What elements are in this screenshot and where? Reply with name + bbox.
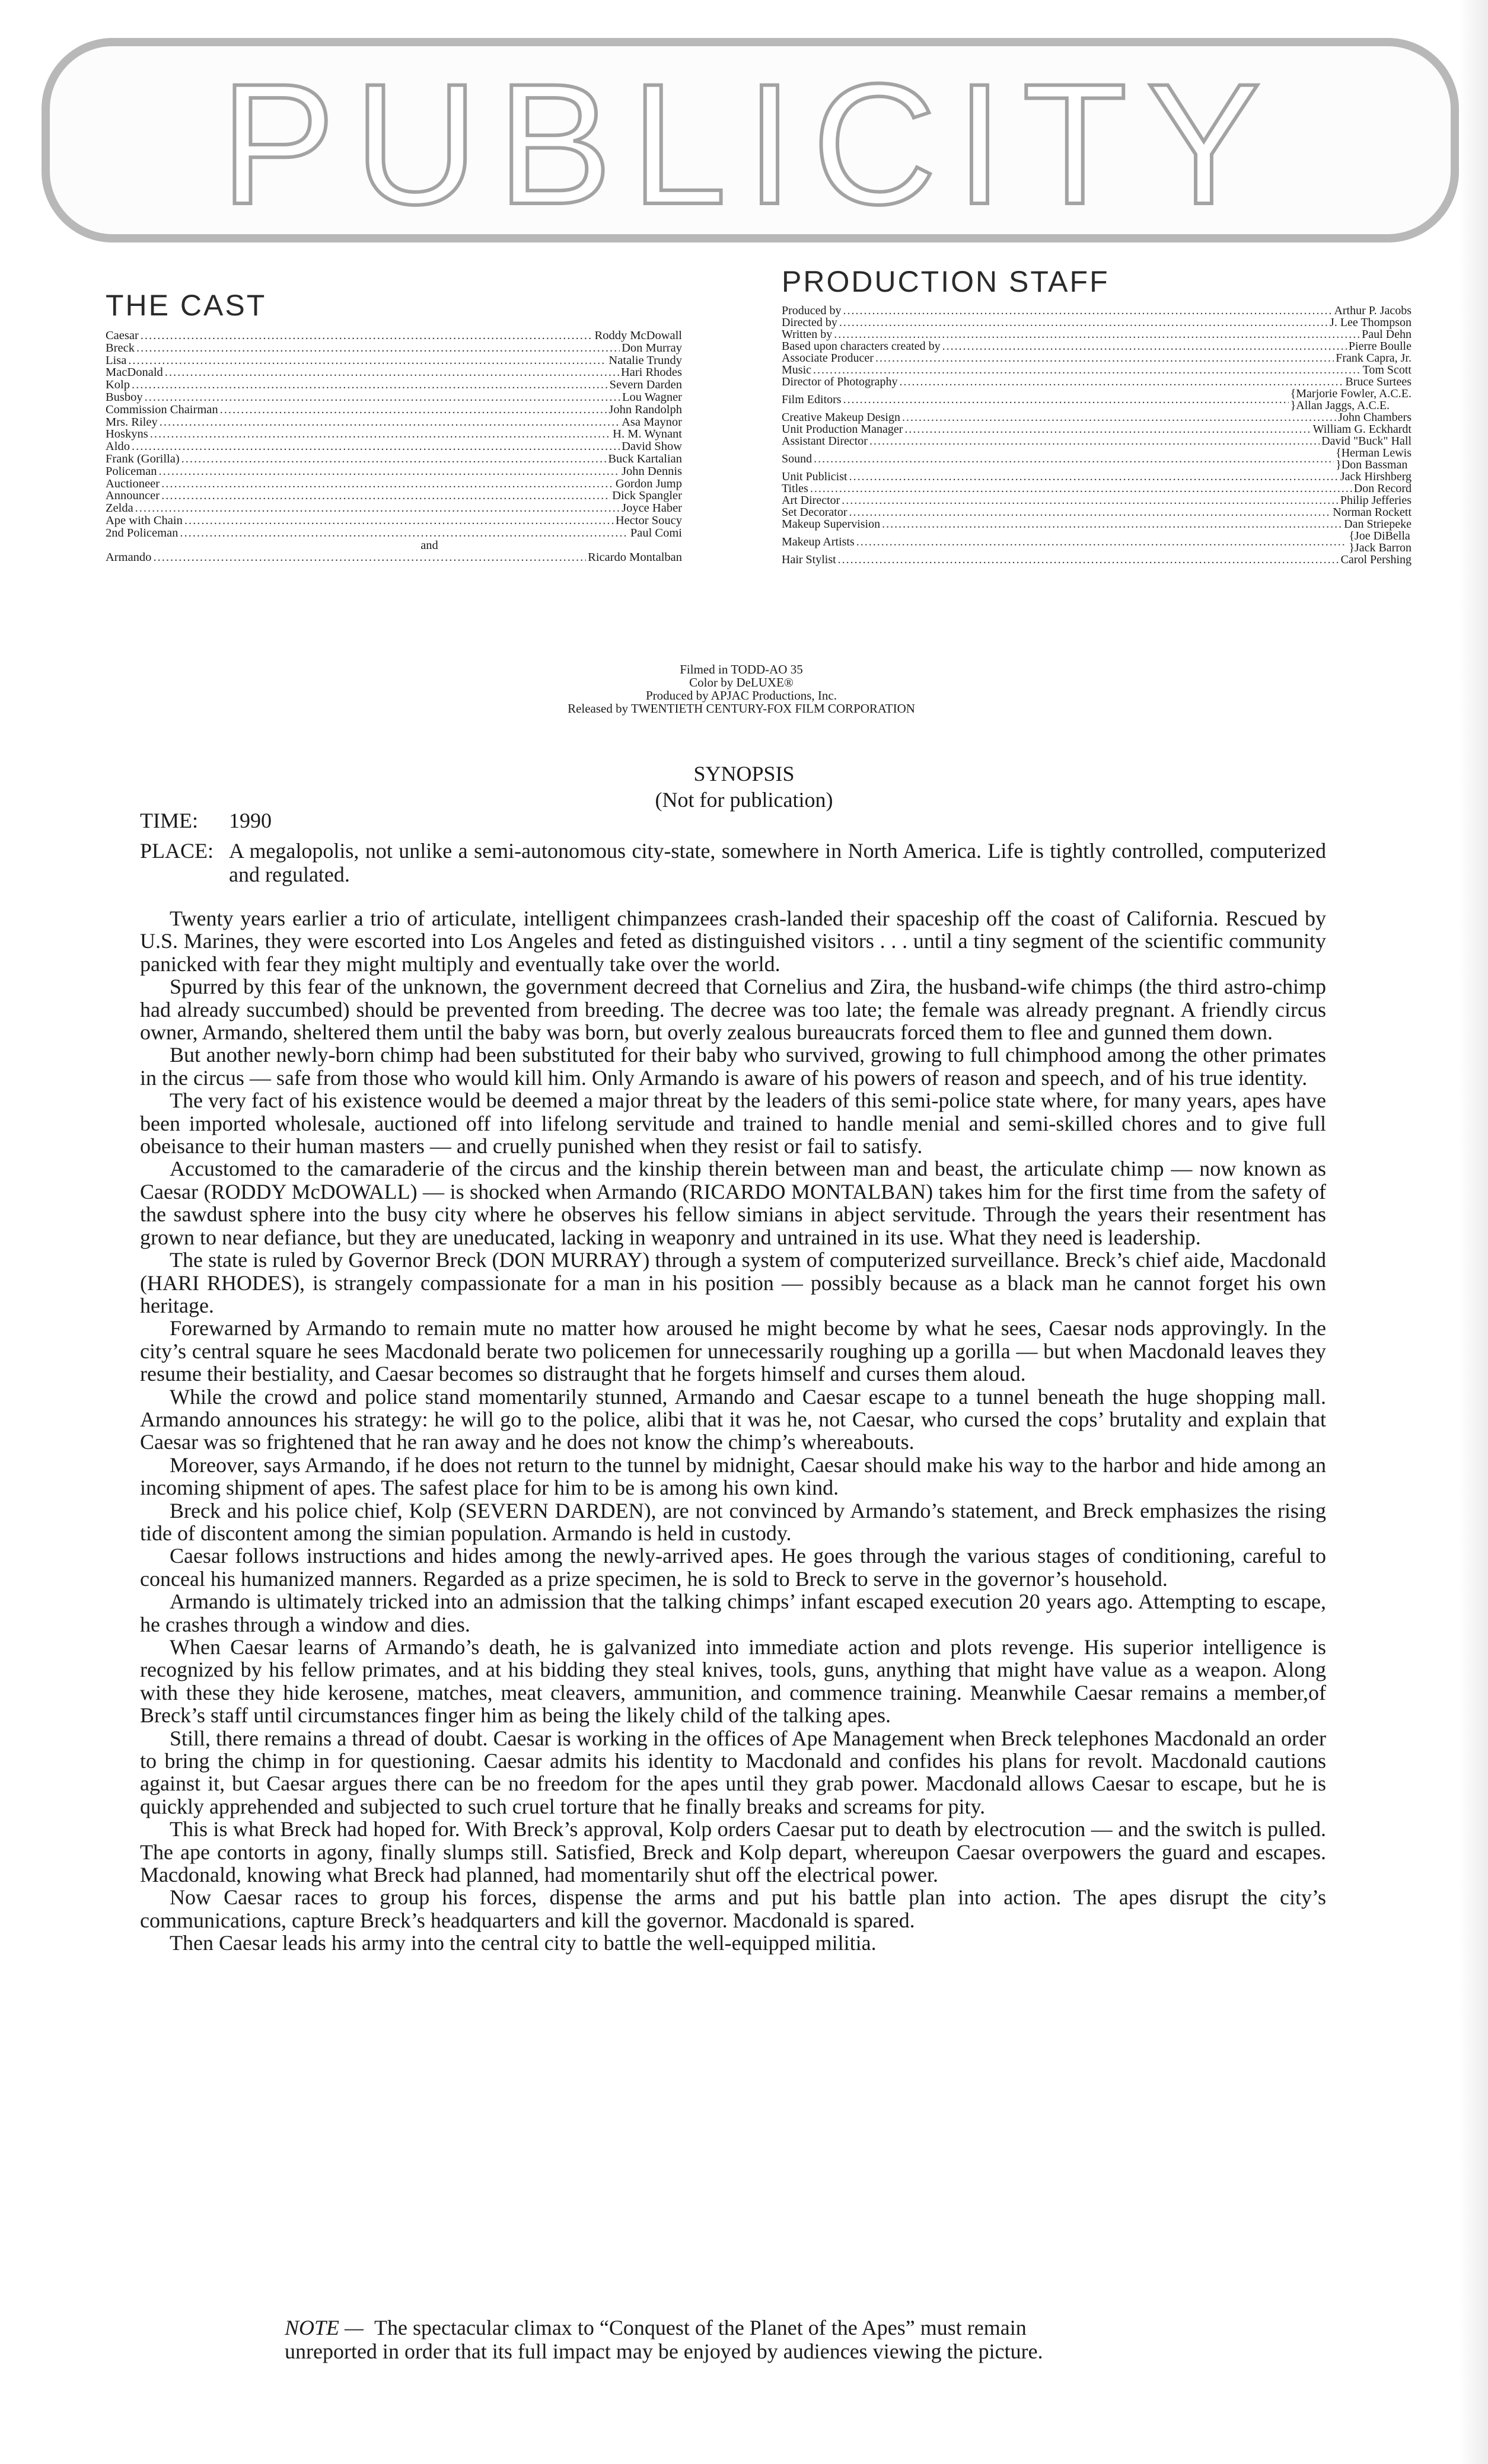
cast-role: Hoskyns [106, 427, 148, 441]
leader-dots [839, 317, 1328, 328]
staff-role: Titles [782, 482, 808, 495]
cast-role: MacDonald [106, 366, 163, 379]
staff-row [782, 554, 1411, 566]
staff-name: David "Buck" Hall [1321, 435, 1411, 448]
cast-actor: Hari Rhodes [620, 366, 682, 379]
leader-dots [843, 305, 1333, 317]
staff-row [782, 388, 1411, 411]
staff-role: Hair Stylist [782, 553, 836, 566]
cast-row [106, 379, 682, 391]
staff-row [782, 328, 1411, 340]
synopsis-paragraph: Still, there remains a thread of doubt. Caesar is working in the offices of Ape Management when Breck telephones Macdonald an order to bring the chimp in for questioning. Caesar admits his identity to Macdonald and confides his plans for revolt. Macdonald cautions against it, but Caesar argues there can be no freedom for the apes until they grab power. Macdonald allows Caesar to escape, but he is quickly apprehended and subjected to such cruel torture that he finally breaks and screams for pity. [140, 1726, 1326, 1818]
synopsis-paragraph: When Caesar learns of Armando’s death, he is galvanized into immediate action and plots revenge. His superior intelligence is recognized by his fellow primates, and at his bidding they steal knives, tools, guns, anything that might have value as a weapon. Along with these they hide kerosene, matches, meat cleavers, ammunition, and commence training. Meanwhile Caesar remains a member,of Breck’s staff until circumstances finger him as being the likely child of the talking apes. [140, 1635, 1326, 1728]
staff-name-line: }Jack Barron [1349, 541, 1411, 554]
cast-role: Mrs. Riley [106, 415, 158, 429]
released-by-line: Released by TWENTIETH CENTURY-FOX FILM CORPORATION [568, 701, 915, 716]
staff-row [782, 447, 1411, 471]
cast-row [106, 366, 682, 379]
leader-dots [136, 342, 620, 355]
staff-role: Set Decorator [782, 506, 847, 519]
cast-role: Caesar [106, 329, 139, 342]
leader-dots [181, 453, 607, 465]
cast-role: Armando [106, 551, 152, 564]
staff-name: Allan Jaggs, A.C.E. [1296, 399, 1390, 412]
staff-row [782, 471, 1411, 483]
leader-dots [904, 423, 1311, 435]
cast-list [106, 330, 682, 564]
cast-actor: Lou Wagner [622, 390, 682, 404]
staff-role: Associate Producer [782, 352, 874, 365]
synopsis-title: SYNOPSIS [693, 762, 795, 786]
staff-row [782, 352, 1411, 364]
leader-dots [159, 465, 620, 478]
filmed-in-line: Filmed in TODD-AO 35 [680, 662, 803, 676]
staff-names [1291, 388, 1411, 411]
staff-row [782, 305, 1411, 317]
staff-name: Frank Capra, Jr. [1336, 352, 1411, 365]
cast-role: Breck [106, 341, 135, 355]
staff-row [782, 340, 1411, 352]
cast-row [106, 502, 682, 515]
cast-actor: Buck Kartalian [608, 452, 682, 465]
leader-dots [165, 366, 619, 379]
cast-actor: David Show [622, 440, 682, 454]
cast-row [106, 490, 682, 502]
cast-role: Auctioneer [106, 477, 160, 490]
staff-name: Jack Hirshberg [1340, 470, 1411, 483]
place-label: PLACE: [140, 839, 214, 863]
staff-name: William G. Eckhardt [1312, 423, 1411, 436]
note-line-2: unreported in order that its full impact may be enjoyed by audiences viewing the picture. [285, 2339, 1043, 2363]
staff-name: Philip Jefferies [1340, 494, 1411, 507]
page-edge-shadow [1459, 0, 1488, 2464]
staff-role: Makeup Artists [782, 535, 855, 548]
cast-role: Commission Chairman [106, 403, 218, 416]
staff-role: Makeup Supervision [782, 518, 881, 531]
note-line-1: The spectacular climax to “Conquest of the Planet of the Apes” must remain [374, 2316, 1027, 2339]
leader-dots [902, 411, 1336, 423]
leader-dots [843, 394, 1289, 406]
staff-name: Pierre Boulle [1348, 340, 1411, 353]
cast-role: 2nd Policeman [106, 526, 179, 540]
cast-actor: Don Murray [622, 341, 682, 355]
cast-role: Zelda [106, 502, 133, 515]
cast-row [106, 391, 682, 404]
cast-role: Aldo [106, 440, 130, 454]
cast-row [106, 416, 682, 429]
leader-dots [135, 502, 620, 515]
staff-name-line: }Don Bassman [1336, 458, 1408, 471]
synopsis-paragraph: Spurred by this fear of the unknown, the government decreed that Cornelius and Zira, the husband-wife chimps (the third astro-chimp had already succumbed) should be prevented from breeding. The decree was too late; the female was already pregnant. A friendly circus owner, Armando, sheltered them until the baby was born, but overly zealous bureaucrats forced them to flee and gunned them down. [140, 975, 1326, 1045]
staff-row [782, 435, 1411, 447]
closing-note [285, 2316, 1186, 2363]
synopsis-paragraph: Moreover, says Armando, if he does not return to the tunnel by midnight, Caesar should make his way to the harbor and hide among an incoming shipment of apes. The safest place for him to be is among his own kind. [140, 1453, 1326, 1500]
synopsis-paragraph: The state is ruled by Governor Breck (DON MURRAY) through a system of computerized surveillance. Breck’s chief aide, Macdonald (HARI RHODES), is strangely compassionate for a man in his position — possibly because as a black man he cannot forget his own heritage. [140, 1248, 1326, 1317]
staff-name: Joe DiBella [1354, 529, 1410, 542]
leader-dots [813, 364, 1361, 376]
staff-name: Don Record [1353, 482, 1411, 495]
staff-row [782, 411, 1411, 423]
staff-name: J. Lee Thompson [1330, 316, 1411, 329]
cast-row [106, 527, 682, 540]
synopsis-paragraph: Breck and his police chief, Kolp (SEVERN DARDEN), are not convinced by Armando’s statement, and Breck emphasizes the rising tide of discontent among the simian population. Armando is held in custody. [140, 1498, 1326, 1545]
leader-dots [875, 352, 1334, 364]
production-staff-heading: PRODUCTION STAFF [782, 265, 1110, 298]
leader-dots [849, 506, 1331, 518]
synopsis-paragraph: The very fact of his existence would be deemed a major threat by the leaders of this semi-police state where, for many years, apes have been imported wholesale, auctioned off into lifelong servitude and trained to handle menial and semi-skilled chores and to give full obeisance to their human masters — and cruelly punished when they resist or fail to satisfy. [140, 1089, 1326, 1158]
cast-role: Lisa [106, 353, 127, 367]
synopsis-subtitle: (Not for publication) [655, 788, 833, 812]
staff-role: Based upon characters created by [782, 340, 941, 353]
staff-name: Bruce Surtees [1345, 375, 1411, 388]
synopsis-paragraph: Forewarned by Armando to remain mute no matter how aroused he might become by what he sees, Caesar nods approvingly. In the city’s central square he sees Macdonald berate two policemen for unnecessarily roughing up a gorilla — but when Macdonald leaves they resume their bestiality, and Caesar becomes so distraught that he forgets himself and curses them aloud. [140, 1316, 1326, 1386]
staff-role: Produced by [782, 304, 842, 317]
leader-dots [150, 428, 611, 441]
produced-by-line: Produced by APJAC Productions, Inc. [646, 688, 837, 703]
leader-dots [145, 391, 620, 404]
staff-role: Unit Publicist [782, 470, 847, 483]
staff-name: Marjorie Fowler, A.C.E. [1296, 387, 1411, 400]
cast-actor: John Dennis [622, 464, 682, 478]
leader-dots [882, 518, 1342, 530]
synopsis-paragraph: But another newly-born chimp had been substituted for their baby who survived, growing to full chimphood among the other primates in the circus — safe from those who would kill him. Only Armando is aware of his powers of reason and speech, and of his true identity. [140, 1043, 1326, 1090]
leader-dots [128, 355, 607, 367]
cast-row [106, 515, 682, 527]
time-value: 1990 [229, 809, 272, 832]
cast-actor: Roddy McDowall [594, 329, 682, 342]
cast-actor: Natalie Trundy [608, 353, 682, 367]
staff-role: Sound [782, 452, 812, 465]
leader-dots [132, 441, 620, 453]
synopsis-paragraph: Twenty years earlier a trio of articulate, intelligent chimpanzees crash-landed their spaceship off the coast of California. Rescued by U.S. Marines, they were escorted into Los Angeles and feted as distinguished visitors . . . until a tiny segment of the scientific community panicked with fear they might multiply and eventually take over the world. [140, 907, 1326, 976]
place-value: A megalopolis, not unlike a semi-autonomous city-state, somewhere in North America. Life is tightly controlled, computerized and regulated. [229, 839, 1326, 886]
staff-name: Herman Lewis [1341, 446, 1411, 459]
synopsis-paragraph: Then Caesar leads his army into the central city to battle the well-equipped militia. [170, 1931, 877, 1955]
cast-actor: Asa Maynor [622, 415, 682, 429]
staff-role: Art Director [782, 494, 840, 507]
staff-name: Don Bassman [1341, 458, 1408, 471]
leader-dots [842, 494, 1339, 506]
cast-row [106, 441, 682, 453]
filming-credits [415, 663, 1068, 715]
staff-row [782, 423, 1411, 435]
leader-dots [160, 416, 620, 429]
leader-dots [834, 328, 1360, 340]
staff-name: Paul Dehn [1362, 328, 1411, 341]
cast-row [106, 465, 682, 478]
cast-role: Busboy [106, 390, 143, 404]
leader-dots [132, 379, 608, 391]
cast-row [106, 355, 682, 367]
synopsis-paragraph: Now Caesar races to group his forces, dispense the arms and put his battle plan into action. The apes disrupt the city’s communications, capture Breck’s headquarters and kill the governor. Macdonald is spared. [140, 1885, 1326, 1932]
leader-dots [942, 340, 1347, 352]
staff-name-line: {Marjorie Fowler, A.C.E. [1290, 387, 1411, 400]
leader-dots [814, 453, 1334, 465]
staff-row [782, 494, 1411, 506]
cast-actor: Dick Spangler [612, 489, 682, 503]
staff-role: Written by [782, 328, 833, 341]
synopsis-paragraph: While the crowd and police stand momentarily stunned, Armando and Caesar escape to a tunnel beneath the huge shopping mall. Armando announces his strategy: he will go to the police, alibi that it was he, not Caesar, who cursed the cops’ brutality and explain that Caesar was so frightened that he ran away and he does not know the chimp’s whereabouts. [140, 1384, 1326, 1454]
staff-row [782, 518, 1411, 530]
leader-dots [856, 536, 1347, 548]
cast-actor: Hector Soucy [615, 513, 682, 527]
synopsis-paragraph: Accustomed to the camaraderie of the circus and the kinship therein between man and beast, the articulate chimp — now known as Caesar (RODDY McDOWALL) — is shocked when Armando (RICARDO MONTALBAN) takes him for the first time from the safety of the sawdust sphere into the busy city where he observes his fellow simians in abject servitude. Through the years their resentment has grown to near defiance, but they are uneducated, lacking in weaponry and untrained in its use. What they need is leadership. [140, 1157, 1326, 1249]
cast-actor: John Randolph [608, 403, 682, 416]
staff-role: Creative Makeup Design [782, 411, 900, 424]
cast-heading: THE CAST [106, 289, 267, 322]
cast-actor: Joyce Haber [622, 502, 682, 515]
time-line [140, 808, 272, 833]
synopsis-header [0, 761, 1488, 813]
staff-role: Film Editors [782, 393, 842, 406]
cast-row [106, 551, 682, 564]
staff-row [782, 376, 1411, 388]
staff-name: Dan Striepeke [1344, 518, 1411, 531]
cast-actor: Ricardo Montalban [588, 551, 682, 564]
leader-dots [849, 471, 1339, 483]
staff-role: Music [782, 363, 811, 376]
staff-role: Directed by [782, 316, 837, 329]
staff-row [782, 530, 1411, 554]
leader-dots [838, 554, 1339, 566]
staff-name: Norman Rockett [1333, 506, 1411, 519]
publicity-banner [42, 38, 1459, 242]
staff-row [782, 483, 1411, 494]
staff-name: Tom Scott [1362, 363, 1411, 376]
color-by-line: Color by DeLUXE® [689, 675, 794, 690]
staff-names [1349, 530, 1411, 554]
cast-row [106, 342, 682, 355]
place-line [140, 839, 1326, 886]
staff-row [782, 317, 1411, 328]
cast-actor: Gordon Jump [615, 477, 682, 490]
cast-row [106, 478, 682, 490]
staff-row [782, 506, 1411, 518]
staff-name: John Chambers [1338, 411, 1411, 424]
production-staff-list [782, 305, 1411, 566]
staff-name-line: {Herman Lewis [1336, 446, 1411, 459]
staff-role: Assistant Director [782, 435, 868, 448]
staff-name-line: }Allan Jaggs, A.C.E. [1290, 399, 1390, 412]
leader-dots [153, 551, 586, 564]
cast-row [106, 453, 682, 465]
leader-dots [161, 490, 610, 502]
staff-name-line: {Joe DiBella [1349, 529, 1410, 542]
synopsis-paragraph: This is what Breck had hoped for. With Breck’s approval, Kolp orders Caesar put to death by electrocution — and the switch is pulled. The ape contorts in agony, finally slumps still. Satisfied, Breck and Kolp depart, whereupon Caesar overpowers the guard and escapes. Macdonald, knowing what Breck had planned, had momentarily shut off the electrical power. [140, 1817, 1326, 1887]
synopsis-paragraph: Armando is ultimately tricked into an admission that the talking chimps’ infant escaped execution 20 years ago. Attempting to escape, he crashes through a window and dies. [140, 1590, 1326, 1636]
cast-actor: Severn Darden [609, 378, 682, 392]
leader-dots [180, 527, 628, 540]
synopsis-paragraph: Caesar follows instructions and hides among the newly-arrived apes. He goes through the various stages of conditioning, careful to conceal his humanized manners. Regarded as a prize specimen, he is sold to Breck to serve in the governor’s household. [140, 1544, 1326, 1591]
leader-dots [220, 404, 607, 416]
staff-name: Carol Pershing [1340, 553, 1411, 566]
cast-actor: Paul Comi [630, 526, 682, 540]
staff-row [782, 364, 1411, 376]
synopsis-body [140, 907, 1326, 1955]
cast-role: Kolp [106, 378, 130, 392]
leader-dots [184, 515, 614, 527]
cast-actor: H. M. Wynant [613, 427, 682, 441]
note-label: NOTE — [285, 2316, 364, 2339]
cast-role: Announcer [106, 489, 160, 503]
staff-name: Jack Barron [1354, 541, 1411, 554]
staff-name: Arthur P. Jacobs [1334, 304, 1411, 317]
cast-row [106, 428, 682, 441]
banner-title: PUBLICITY [220, 48, 1280, 240]
time-label: TIME: [140, 809, 198, 832]
cast-and-label: and [420, 538, 438, 552]
leader-dots [900, 376, 1344, 388]
leader-dots [869, 435, 1320, 447]
cast-and-row [106, 540, 682, 552]
leader-dots [810, 483, 1352, 494]
leader-dots [161, 478, 614, 490]
cast-role: Policeman [106, 464, 157, 478]
staff-role: Director of Photography [782, 375, 898, 388]
cast-role: Frank (Gorilla) [106, 452, 180, 465]
cast-row [106, 404, 682, 416]
leader-dots [141, 330, 593, 342]
cast-row [106, 330, 682, 342]
staff-role: Unit Production Manager [782, 423, 903, 436]
cast-role: Ape with Chain [106, 513, 183, 527]
staff-names [1336, 447, 1411, 471]
